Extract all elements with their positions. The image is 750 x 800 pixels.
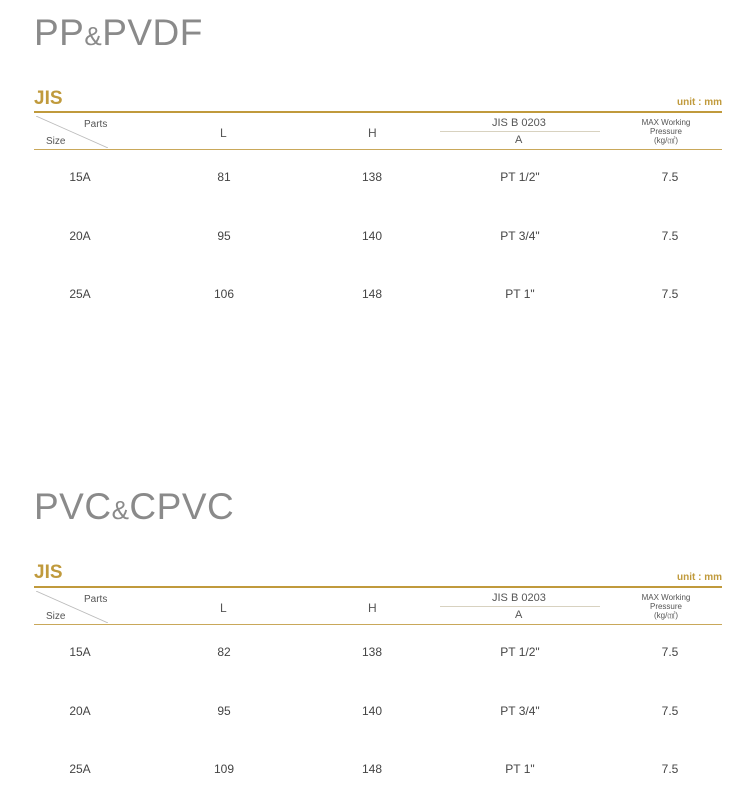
cell-size: 15A xyxy=(69,645,91,659)
header-size: Size xyxy=(46,611,66,622)
cell-h: 148 xyxy=(361,762,383,776)
cell-size: 25A xyxy=(69,287,91,301)
header-max-unit: (kg/㎠) xyxy=(654,136,678,145)
header-parts: Parts xyxy=(84,594,108,605)
header-l: L xyxy=(220,601,227,615)
unit-label: unit : mm xyxy=(677,97,722,108)
cell-h: 138 xyxy=(361,170,383,184)
header-sub-divider xyxy=(440,606,600,607)
cell-size: 15A xyxy=(69,170,91,184)
standard-label: JIS xyxy=(34,562,63,583)
cell-h: 140 xyxy=(361,704,383,718)
header-max-line1: MAX Working xyxy=(641,593,691,602)
cell-l: 106 xyxy=(213,287,235,301)
cell-a: PT 3/4" xyxy=(500,229,540,243)
cell-l: 109 xyxy=(213,762,235,776)
section-title: PVC&CPVC xyxy=(34,486,235,527)
cell-l: 95 xyxy=(217,704,231,718)
header-jis-standard: JIS B 0203 xyxy=(492,117,546,129)
header-a: A xyxy=(515,134,523,146)
section-title: PP&PVDF xyxy=(34,12,203,53)
cell-size: 20A xyxy=(69,704,91,718)
cell-l: 82 xyxy=(217,645,231,659)
cell-h: 148 xyxy=(361,287,383,301)
header-sub-divider xyxy=(440,131,600,132)
header-max-unit: (kg/㎠) xyxy=(654,611,678,620)
header-max-line2: Pressure xyxy=(649,127,682,136)
cell-a: PT 1/2" xyxy=(500,170,540,184)
cell-a: PT 1" xyxy=(505,287,535,301)
cell-l: 95 xyxy=(217,229,231,243)
cell-a: PT 1" xyxy=(505,762,535,776)
cell-pressure: 7.5 xyxy=(661,704,679,718)
header-bottom-rule xyxy=(34,149,722,150)
header-parts: Parts xyxy=(84,119,108,130)
cell-size: 20A xyxy=(69,229,91,243)
header-max-line1: MAX Working xyxy=(641,118,691,127)
cell-a: PT 1/2" xyxy=(500,645,540,659)
cell-size: 25A xyxy=(69,762,91,776)
table-top-rule xyxy=(34,111,722,113)
cell-pressure: 7.5 xyxy=(661,762,679,776)
cell-h: 140 xyxy=(361,229,383,243)
cell-l: 81 xyxy=(217,170,231,184)
cell-pressure: 7.5 xyxy=(661,287,679,301)
cell-pressure: 7.5 xyxy=(661,229,679,243)
header-size: Size xyxy=(46,136,66,147)
unit-label: unit : mm xyxy=(677,572,722,583)
header-max-line2: Pressure xyxy=(649,602,682,611)
cell-pressure: 7.5 xyxy=(661,170,679,184)
header-h: H xyxy=(368,601,377,615)
header-a: A xyxy=(515,609,523,621)
header-jis-standard: JIS B 0203 xyxy=(492,592,546,604)
cell-a: PT 3/4" xyxy=(500,704,540,718)
header-bottom-rule xyxy=(34,624,722,625)
header-h: H xyxy=(368,126,377,140)
table-top-rule xyxy=(34,586,722,588)
header-l: L xyxy=(220,126,227,140)
cell-pressure: 7.5 xyxy=(661,645,679,659)
standard-label: JIS xyxy=(34,88,63,109)
cell-h: 138 xyxy=(361,645,383,659)
